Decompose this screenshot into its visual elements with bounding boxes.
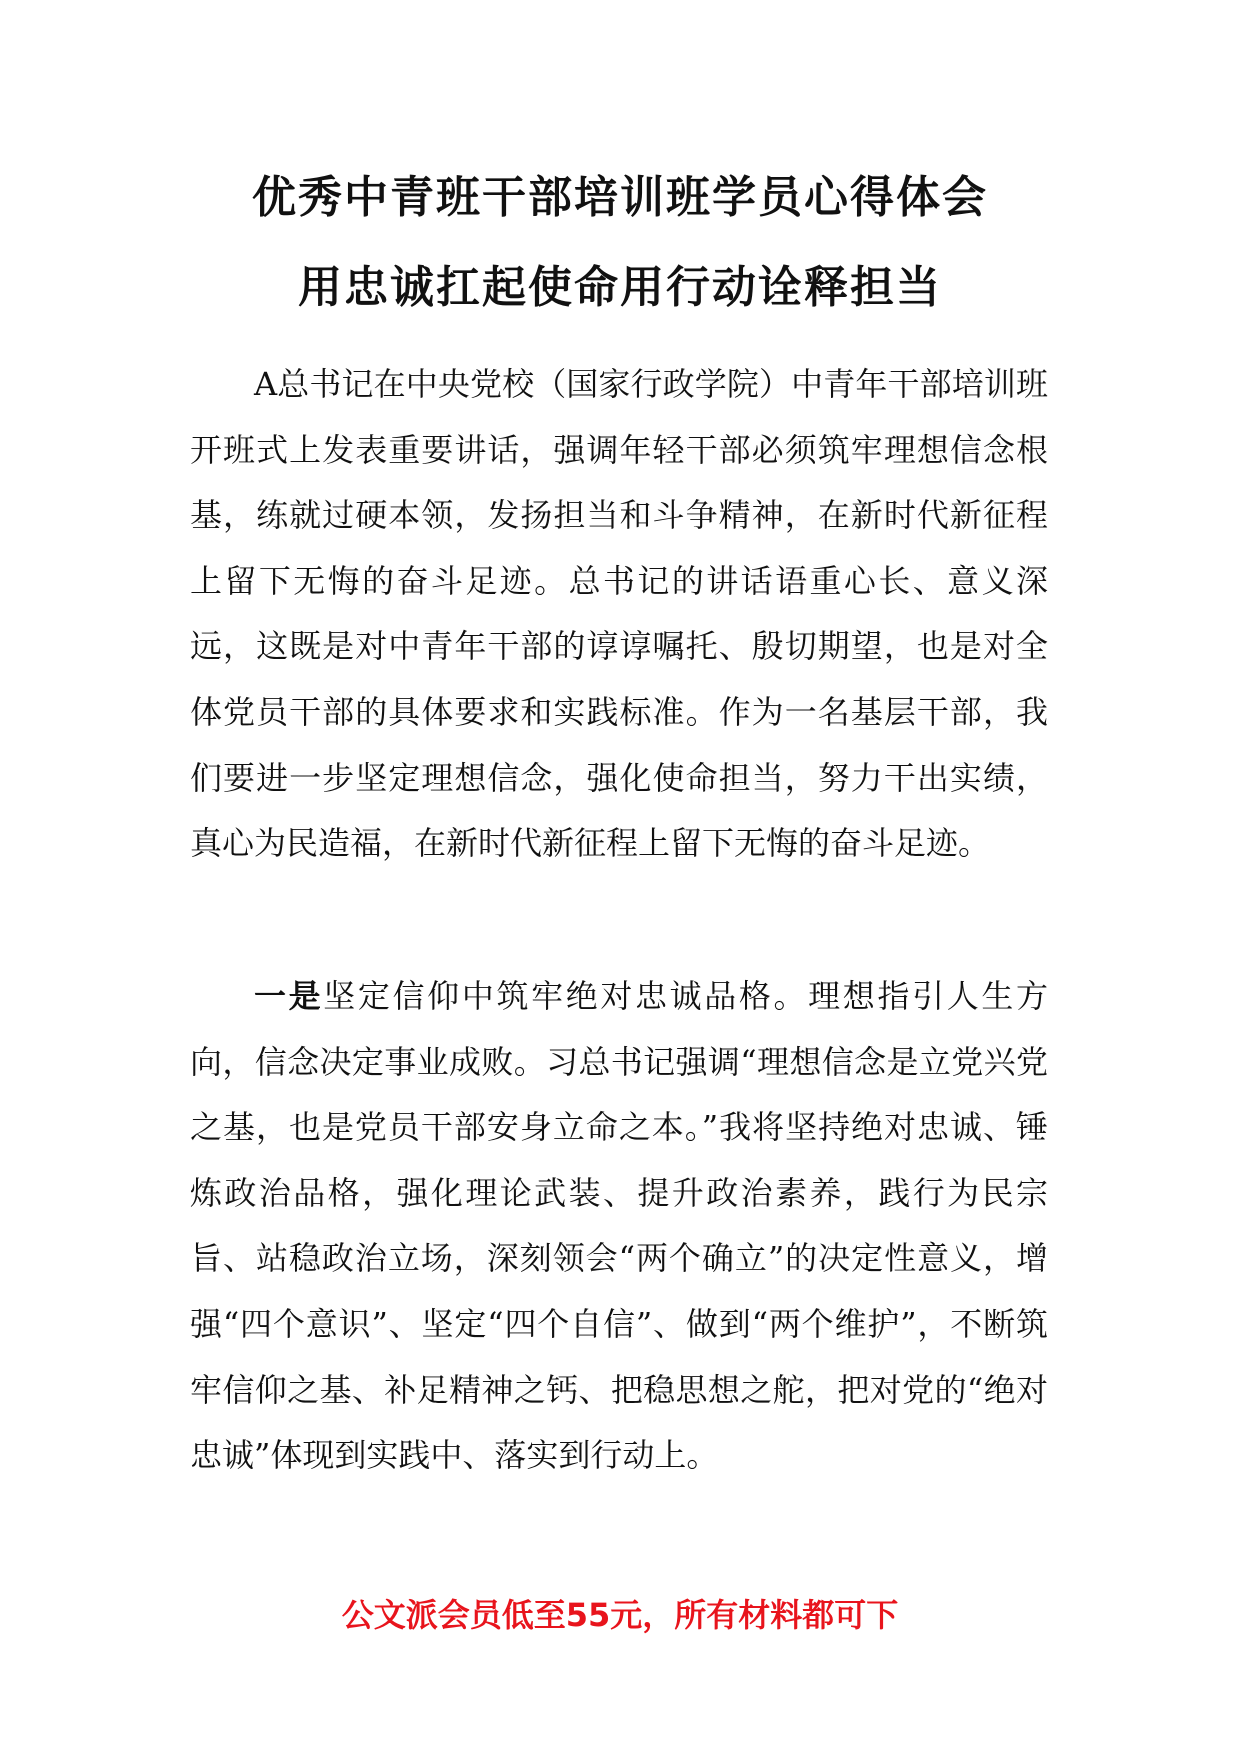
promo-footer-note: 公文派会员低至55元，所有材料都可下 (341, 1596, 899, 1634)
paragraph-point-one (190, 964, 1048, 1489)
paragraph-lead: 一是 (254, 977, 324, 1015)
paragraph-intro: A总书记在中央党校（国家行政学院）中青年干部培训班开班式上发表重要讲话，强调年轻干部必须筑牢理想信念根基，练就过硬本领，发扬担当和斗争精神，在新时代新征程上留下无悔的奋斗足迹。总书记的讲话语重心长、意义深远，这既是对中青年干部的谆谆嘱托、殷切期望，也是对全体党员干部的具体要求和实践标准。作为一名基层干部，我们要进一步坚定理想信念，强化使命担当，努力干出实绩，真心为民造福，在新时代新征程上留下无悔的奋斗足迹。 (190, 365, 1048, 863)
document-subtitle: 用忠诚扛起使命用行动诠释担当 (298, 262, 942, 313)
document-title: 优秀中青班干部培训班学员心得体会 (252, 172, 988, 223)
paragraph-body: 坚定信仰中筑牢绝对忠诚品格。理想指引人生方向，信念决定事业成败。习总书记强调“理想信念是立党兴党之基，也是党员干部安身立命之本。”我将坚持绝对忠诚、锤炼政治品格，强化理论武装、提升政治素养，践行为民宗旨、站稳政治立场，深刻领会“两个确立”的决定性意义，增强“四个意识”、坚定“四个自信”、做到“两个维护”，不断筑牢信仰之基、补足精神之钙、把稳思想之舵，把对党的“绝对忠诚”体现到实践中、落实到行动上。 (190, 977, 1048, 1475)
